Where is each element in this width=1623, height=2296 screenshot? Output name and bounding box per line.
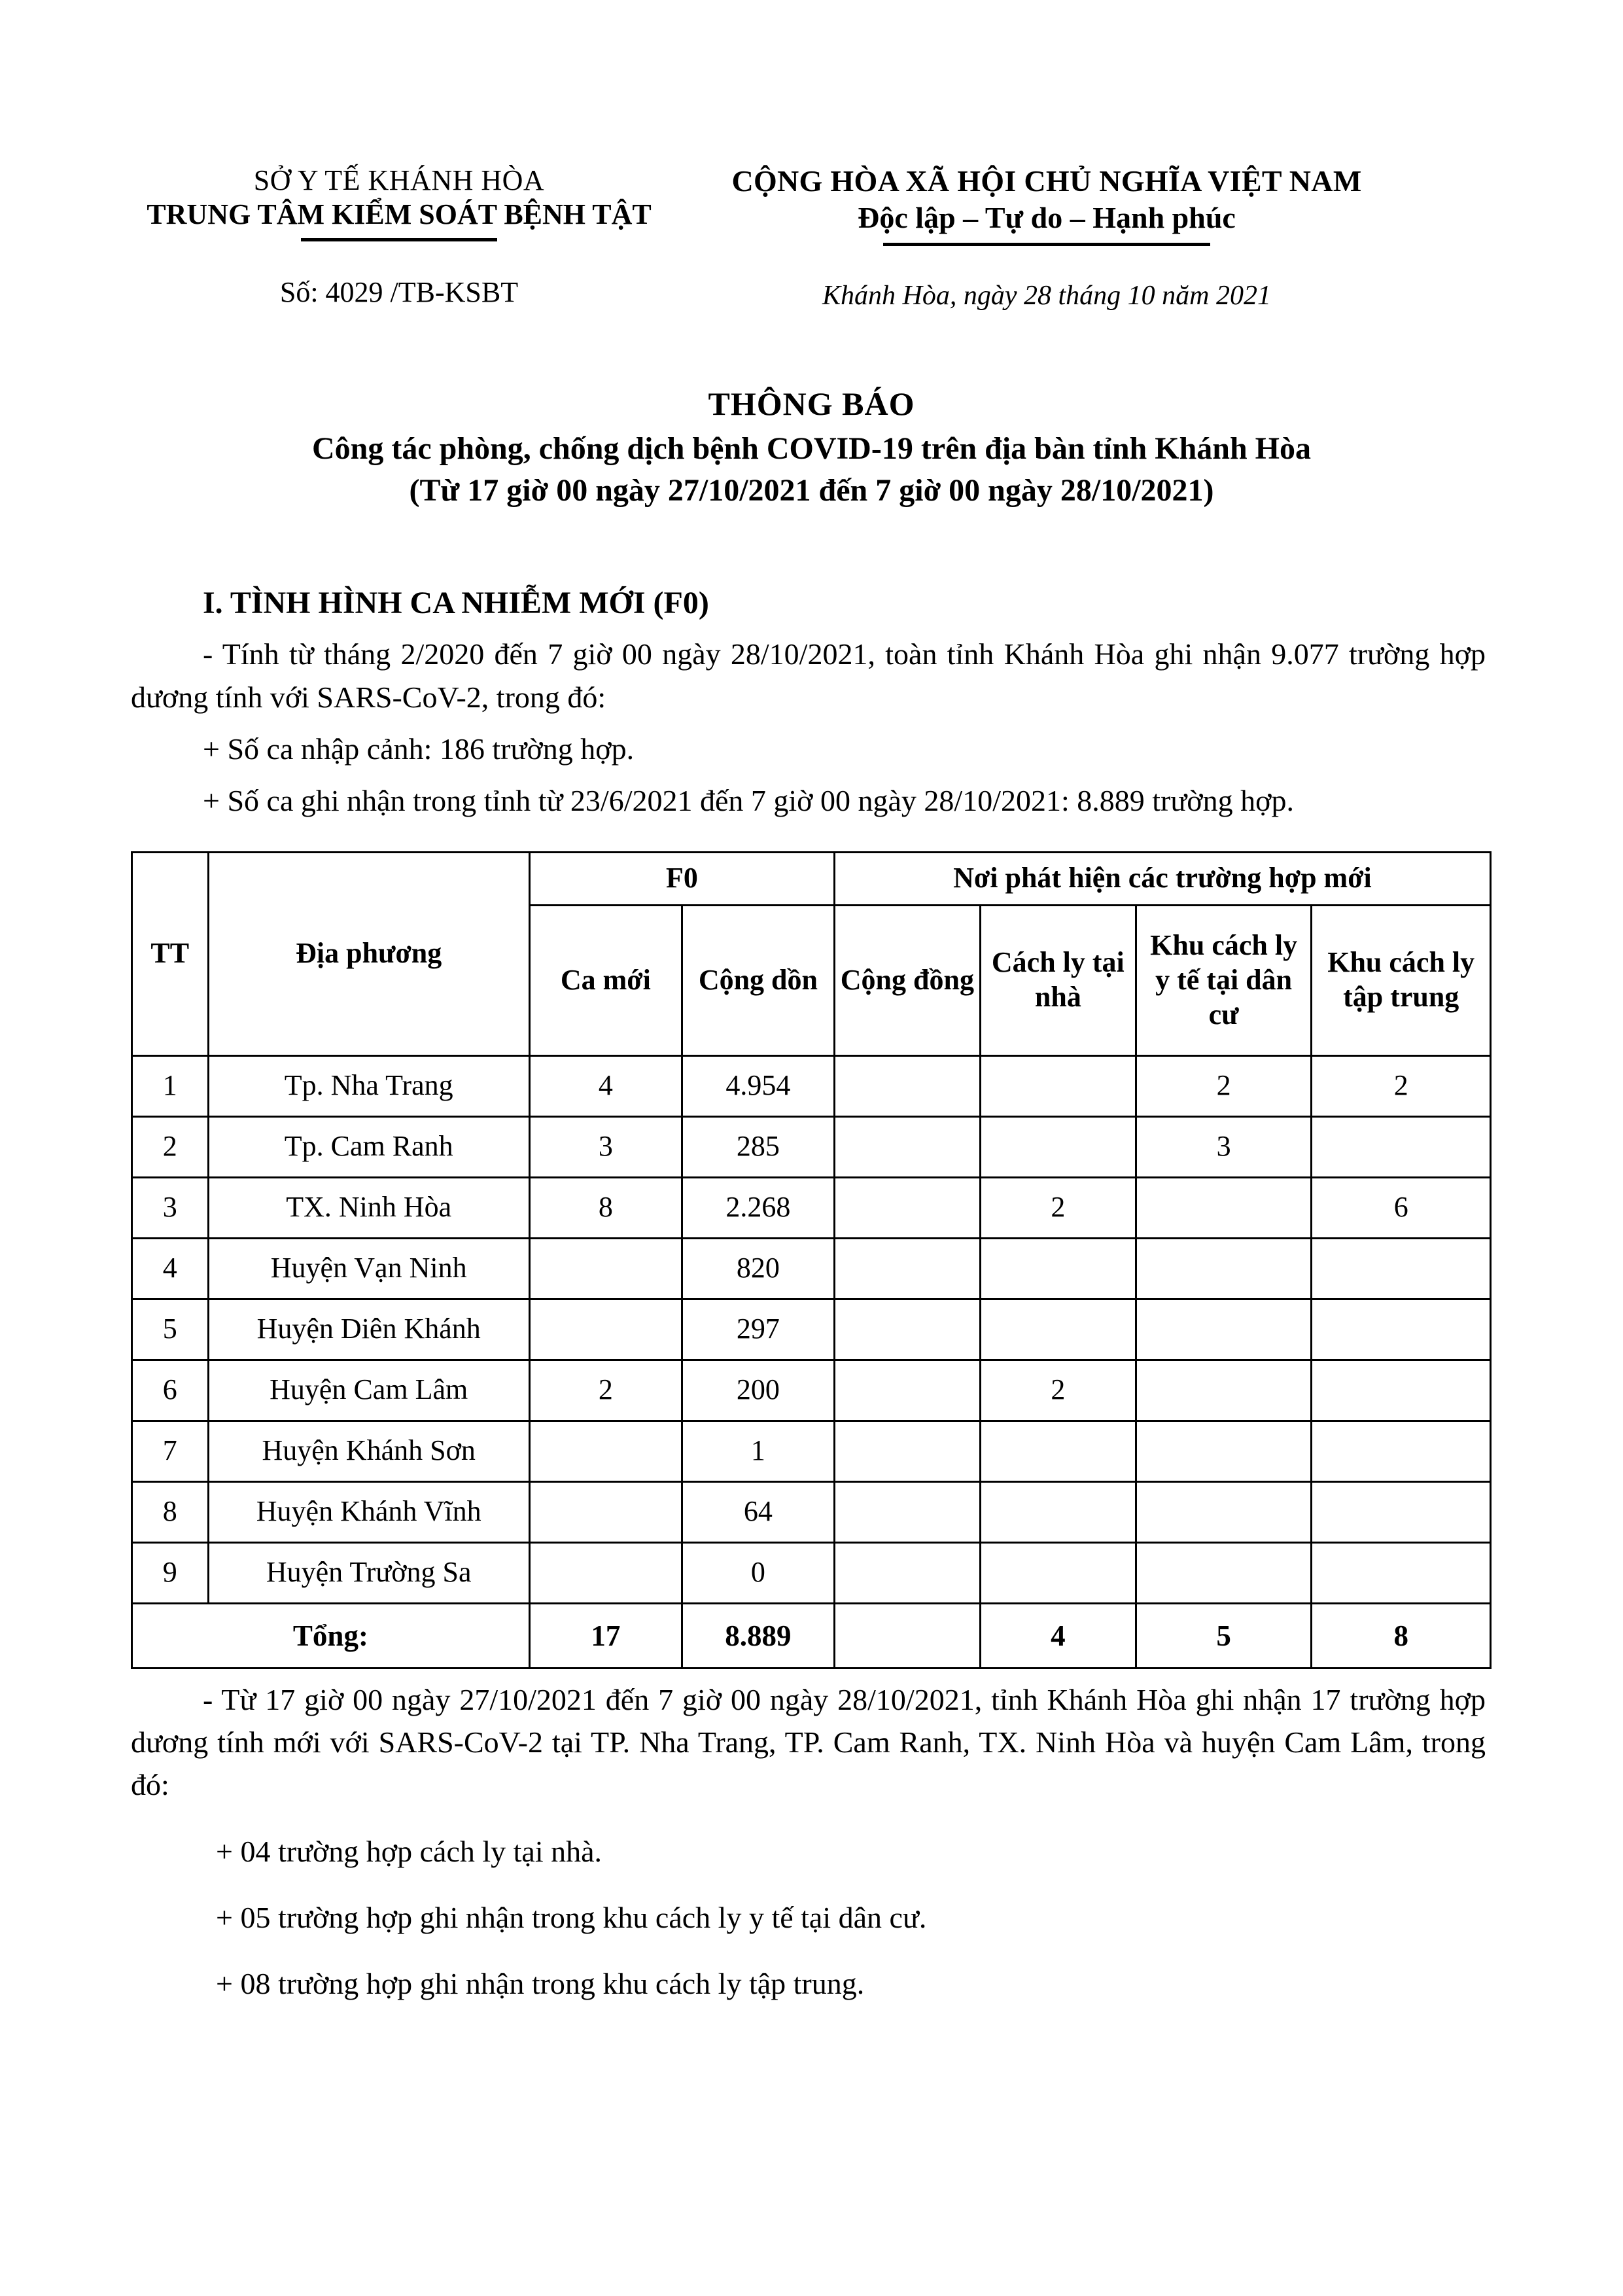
cell-row-number: 2	[132, 1116, 209, 1177]
f0-statistics-table	[131, 851, 1492, 1669]
cell-khu-cach-ly-tap-trung	[1312, 1360, 1491, 1421]
section1-paragraph-after-table: - Từ 17 giờ 00 ngày 27/10/2021 đến 7 giờ 00 ngày 28/10/2021, tỉnh Khánh Hòa ghi nhận 17 trường hợp dương tính mới với SARS-CoV-2 tại TP. Nha Trang, TP. Cam Ranh, TX. Ninh Hòa và huyện Cam Lâm, trong đó:	[131, 1682, 1486, 1802]
page-title: THÔNG BÁO	[708, 385, 915, 422]
cell-cong-don: 297	[682, 1299, 834, 1360]
cell-khu-cach-ly-tap-trung	[1312, 1116, 1491, 1177]
cell-cong-dong	[834, 1421, 980, 1481]
cell-ca-moi	[529, 1238, 682, 1299]
table-header-group-row	[132, 852, 1491, 905]
total-cell-cach-ly-tai-nha: 4	[980, 1603, 1136, 1668]
cell-row-number: 5	[132, 1299, 209, 1360]
cell-khu-cach-ly-tap-trung	[1312, 1299, 1491, 1360]
cell-cong-don: 200	[682, 1360, 834, 1421]
section1-bullet-medical-quarantine: + 05 trường hợp ghi nhận trong khu cách ly y tế tại dân cư.	[216, 1900, 927, 1934]
cell-cong-don: 0	[682, 1542, 834, 1603]
cell-cong-dong	[834, 1481, 980, 1542]
section1-bullet-home-quarantine: + 04 trường hợp cách ly tại nhà.	[216, 1834, 602, 1868]
table-row	[132, 1481, 1491, 1542]
section-heading-1: I. TÌNH HÌNH CA NHIỄM MỚI (F0)	[203, 585, 709, 620]
table-row	[132, 1360, 1491, 1421]
column-header-dia-phuong: Địa phương	[208, 852, 529, 1055]
cell-total-label: Tổng:	[132, 1603, 530, 1668]
cell-row-number: 6	[132, 1360, 209, 1421]
title-subtitle: Công tác phòng, chống dịch bệnh COVID-19 trên địa bàn tỉnh Khánh Hòa	[311, 431, 1312, 467]
cell-khu-cach-ly-y-te: 2	[1136, 1055, 1311, 1116]
section1-bullet-concentrated-quarantine: + 08 trường hợp ghi nhận trong khu cách ly tập trung.	[216, 1967, 865, 2001]
cell-locality-name: Huyện Cam Lâm	[208, 1360, 529, 1421]
cell-ca-moi: 8	[529, 1177, 682, 1238]
cell-cach-ly-tai-nha	[980, 1421, 1136, 1481]
table-row	[132, 1421, 1491, 1481]
section1-bullet-entry-cases: + Số ca nhập cảnh: 186 trường hợp.	[203, 732, 635, 766]
cell-khu-cach-ly-y-te: 3	[1136, 1116, 1311, 1177]
cell-khu-cach-ly-tap-trung	[1312, 1238, 1491, 1299]
cell-cong-don: 285	[682, 1116, 834, 1177]
column-header-ca-moi: Ca mới	[529, 905, 682, 1055]
cell-row-number: 9	[132, 1542, 209, 1603]
cell-cong-dong	[834, 1299, 980, 1360]
cell-khu-cach-ly-tap-trung	[1312, 1481, 1491, 1542]
table-header	[132, 852, 1491, 1055]
table-row	[132, 1299, 1491, 1360]
national-motto: Độc lập – Tự do – Hạnh phúc	[858, 201, 1236, 235]
title-period: (Từ 17 giờ 00 ngày 27/10/2021 đến 7 giờ 00 ngày 28/10/2021)	[409, 472, 1214, 508]
cell-cong-dong	[834, 1177, 980, 1238]
column-header-cong-don: Cộng dồn	[682, 905, 834, 1055]
cell-khu-cach-ly-y-te	[1136, 1238, 1311, 1299]
cell-cong-don: 1	[682, 1421, 834, 1481]
total-cell-cong-dong	[834, 1603, 980, 1668]
column-header-cach-ly-tai-nha: Cách ly tại nhà	[980, 905, 1136, 1055]
table-row	[132, 1116, 1491, 1177]
column-group-header-f0: F0	[529, 852, 834, 905]
header-left-divider	[301, 238, 497, 241]
header-right-block	[667, 164, 1426, 311]
document-header	[0, 0, 1623, 311]
cell-cach-ly-tai-nha: 2	[980, 1360, 1136, 1421]
cell-cong-dong	[834, 1055, 980, 1116]
cell-locality-name: Tp. Cam Ranh	[208, 1116, 529, 1177]
cell-khu-cach-ly-tap-trung	[1312, 1421, 1491, 1481]
cell-cach-ly-tai-nha: 2	[980, 1177, 1136, 1238]
document-number: Số: 4029 /TB-KSBT	[279, 275, 519, 308]
cell-cong-dong	[834, 1116, 980, 1177]
document-body-lower	[131, 1678, 1486, 2005]
table-row	[132, 1055, 1491, 1116]
document-body	[131, 583, 1486, 822]
f0-table-container	[131, 851, 1492, 1669]
cell-cach-ly-tai-nha	[980, 1542, 1136, 1603]
cell-ca-moi: 3	[529, 1116, 682, 1177]
total-cell-ca-moi: 17	[529, 1603, 682, 1668]
header-right-divider	[883, 243, 1210, 246]
cell-khu-cach-ly-y-te	[1136, 1360, 1311, 1421]
cell-khu-cach-ly-tap-trung: 6	[1312, 1177, 1491, 1238]
table-row	[132, 1542, 1491, 1603]
cell-cong-dong	[834, 1238, 980, 1299]
cell-cach-ly-tai-nha	[980, 1116, 1136, 1177]
cell-cong-don: 820	[682, 1238, 834, 1299]
cell-row-number: 4	[132, 1238, 209, 1299]
cell-cong-don: 64	[682, 1481, 834, 1542]
cell-row-number: 1	[132, 1055, 209, 1116]
cell-locality-name: TX. Ninh Hòa	[208, 1177, 529, 1238]
section1-bullet-in-province: + Số ca ghi nhận trong tỉnh từ 23/6/2021 đến 7 giờ 00 ngày 28/10/2021: 8.889 trường hợp.	[203, 784, 1294, 818]
cell-khu-cach-ly-tap-trung: 2	[1312, 1055, 1491, 1116]
cell-cong-dong	[834, 1360, 980, 1421]
issuing-department-name: SỞ Y TẾ KHÁNH HÒA	[253, 164, 545, 196]
cell-ca-moi	[529, 1481, 682, 1542]
cell-locality-name: Huyện Trường Sa	[208, 1542, 529, 1603]
cell-locality-name: Huyện Vạn Ninh	[208, 1238, 529, 1299]
column-header-tt: TT	[132, 852, 209, 1055]
cell-khu-cach-ly-y-te	[1136, 1299, 1311, 1360]
column-header-khu-cach-ly-y-te: Khu cách ly y tế tại dân cư	[1136, 905, 1311, 1055]
table-row	[132, 1177, 1491, 1238]
place-and-date: Khánh Hòa, ngày 28 tháng 10 năm 2021	[822, 280, 1271, 311]
cell-cach-ly-tai-nha	[980, 1055, 1136, 1116]
cell-ca-moi	[529, 1421, 682, 1481]
table-total-row	[132, 1603, 1491, 1668]
table-body	[132, 1055, 1491, 1668]
total-cell-khu-cach-ly-tap-trung: 8	[1312, 1603, 1491, 1668]
total-cell-cong-don: 8.889	[682, 1603, 834, 1668]
header-left-block	[131, 164, 667, 311]
cell-locality-name: Huyện Diên Khánh	[208, 1299, 529, 1360]
column-header-cong-dong: Cộng đồng	[834, 905, 980, 1055]
cell-khu-cach-ly-y-te	[1136, 1542, 1311, 1603]
section1-paragraph-1: - Tính từ tháng 2/2020 đến 7 giờ 00 ngày 28/10/2021, toàn tỉnh Khánh Hòa ghi nhận 9.077 trường hợp dương tính với SARS-CoV-2, trong đó:	[131, 637, 1486, 714]
cell-cong-dong	[834, 1542, 980, 1603]
cell-row-number: 3	[132, 1177, 209, 1238]
cell-cong-don: 4.954	[682, 1055, 834, 1116]
cell-khu-cach-ly-y-te	[1136, 1421, 1311, 1481]
cell-ca-moi	[529, 1542, 682, 1603]
national-title: CỘNG HÒA XÃ HỘI CHỦ NGHĨA VIỆT NAM	[731, 164, 1362, 198]
cell-ca-moi: 4	[529, 1055, 682, 1116]
cell-khu-cach-ly-y-te	[1136, 1481, 1311, 1542]
table-row	[132, 1238, 1491, 1299]
cell-khu-cach-ly-tap-trung	[1312, 1542, 1491, 1603]
cell-cach-ly-tai-nha	[980, 1481, 1136, 1542]
cell-khu-cach-ly-y-te	[1136, 1177, 1311, 1238]
issuing-center-name: TRUNG TÂM KIỂM SOÁT BỆNH TẬT	[147, 198, 652, 230]
cell-row-number: 8	[132, 1481, 209, 1542]
cell-locality-name: Huyện Khánh Vĩnh	[208, 1481, 529, 1542]
column-header-khu-cach-ly-tap-trung: Khu cách ly tập trung	[1312, 905, 1491, 1055]
cell-locality-name: Huyện Khánh Sơn	[208, 1421, 529, 1481]
column-group-header-noi-phat-hien: Nơi phát hiện các trường hợp mới	[834, 852, 1490, 905]
total-cell-khu-cach-ly-y-te: 5	[1136, 1603, 1311, 1668]
cell-ca-moi	[529, 1299, 682, 1360]
cell-cach-ly-tai-nha	[980, 1299, 1136, 1360]
title-block	[0, 383, 1623, 511]
cell-ca-moi: 2	[529, 1360, 682, 1421]
cell-row-number: 7	[132, 1421, 209, 1481]
cell-cach-ly-tai-nha	[980, 1238, 1136, 1299]
cell-locality-name: Tp. Nha Trang	[208, 1055, 529, 1116]
cell-cong-don: 2.268	[682, 1177, 834, 1238]
